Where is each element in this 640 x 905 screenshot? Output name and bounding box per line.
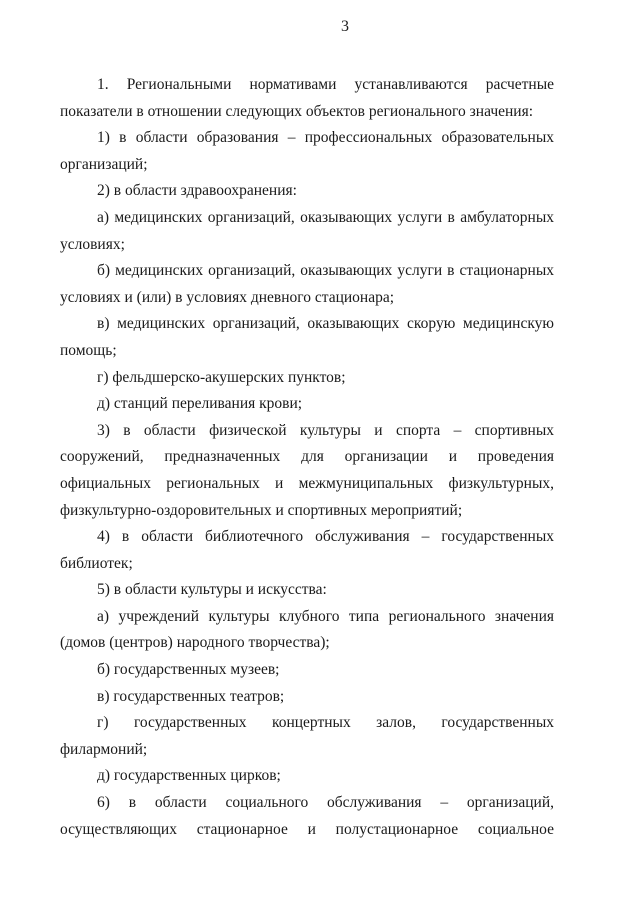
paragraph-sport: 3) в области физической культуры и спорта – спортивных сооружений, предназначенных для организации и проведения официальных региональных и межмуниципальных физкультурных, физкультурно-оздоровительных и спортивных мероприятий;	[60, 421, 554, 519]
paragraph-social: 6) в области социального обслуживания – организаций, осуществляющих стационарное и полустационарное социальное	[60, 794, 554, 838]
paragraph-education: 1) в области образования – профессиональных образовательных организаций;	[60, 129, 554, 173]
paragraph-healthcare-v: в) медицинских организаций, оказывающих скорую медицинскую помощь;	[60, 315, 554, 359]
paragraph-culture-a: а) учреждений культуры клубного типа регионального значения (домов (центров) народного творчества);	[60, 607, 554, 652]
page-number: 3	[341, 18, 349, 35]
paragraph-culture-b: б) государственных музеев;	[97, 661, 280, 679]
paragraph-healthcare: 2) в области здравоохранения:	[97, 182, 297, 200]
paragraph-healthcare-b: б) медицинских организаций, оказывающих услуги в стационарных условиях и (или) в условиях дневного стационара;	[60, 262, 554, 306]
paragraph-1: 1. Региональными нормативами устанавливаются расчетные показатели в отношении следующих объектов регионального значения:	[60, 76, 554, 120]
paragraph-culture-d: д) государственных цирков;	[97, 767, 281, 785]
paragraph-healthcare-a: а) медицинских организаций, оказывающих услуги в амбулаторных условиях;	[60, 208, 554, 253]
paragraph-healthcare-d: д) станций переливания крови;	[97, 395, 303, 413]
paragraph-healthcare-g: г) фельдшерско-акушерских пунктов;	[97, 368, 346, 386]
paragraph-library: 4) в области библиотечного обслуживания – государственных библиотек;	[60, 528, 554, 572]
paragraph-culture-g: г) государственных концертных залов, государственных филармоний;	[60, 714, 554, 758]
paragraph-culture: 5) в области культуры и искусства:	[97, 581, 327, 599]
paragraph-culture-v: в) государственных театров;	[97, 687, 285, 705]
document-body	[60, 72, 554, 843]
